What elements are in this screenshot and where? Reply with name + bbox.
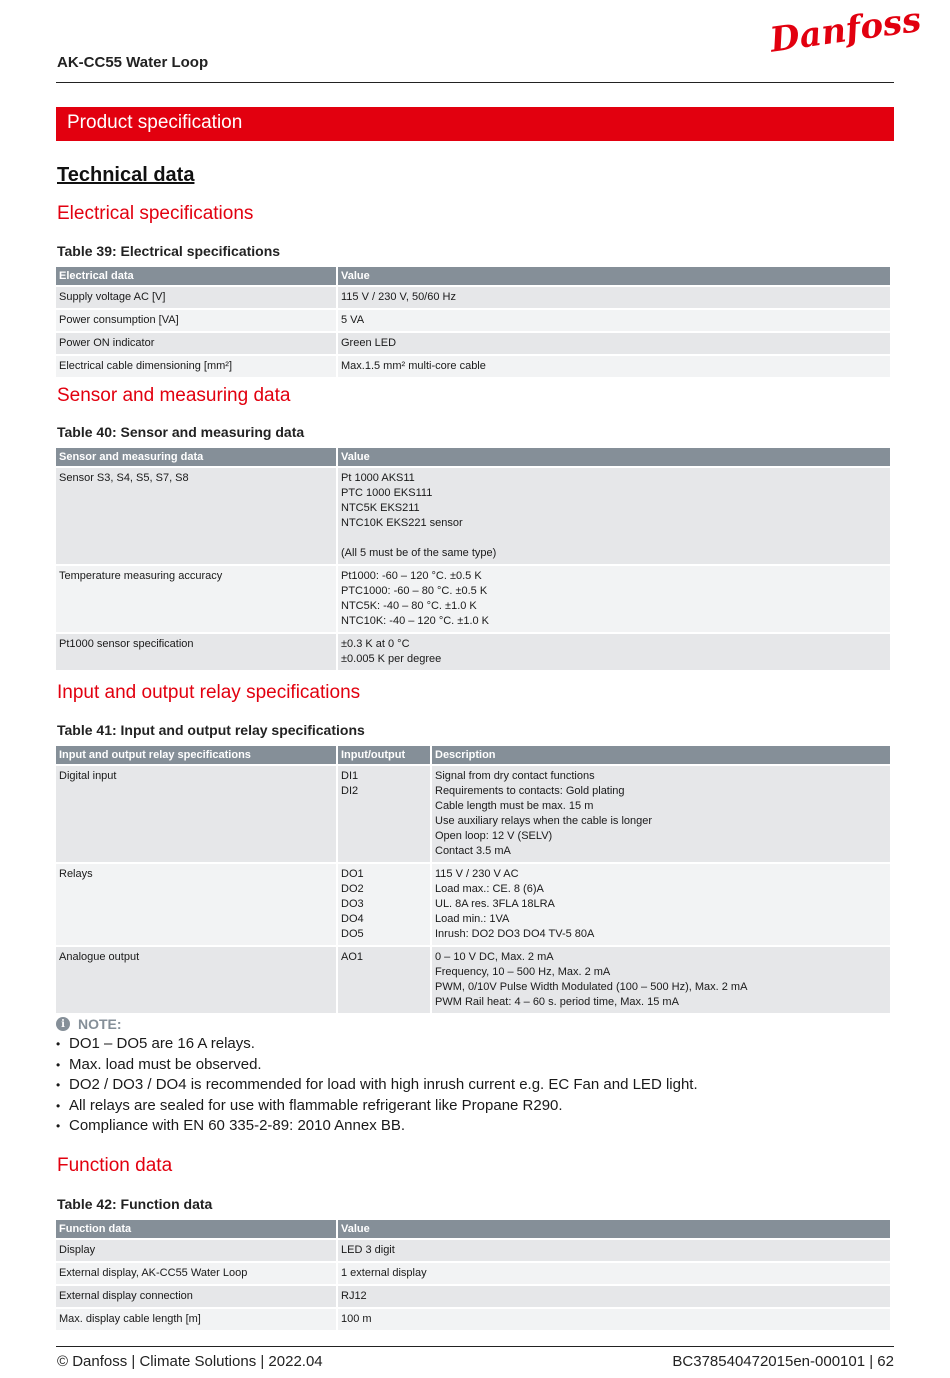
table-cell — [338, 1263, 890, 1284]
svg-text:Danfoss: Danfoss — [767, 0, 924, 61]
danfoss-logo — [766, 0, 924, 61]
table-cell — [338, 356, 890, 377]
table-row — [56, 1286, 890, 1307]
cell-line: 5 VA — [341, 314, 365, 326]
table-cell — [56, 287, 336, 308]
section-banner: Product specification — [56, 107, 894, 141]
column-header: Value — [338, 1220, 890, 1238]
table-cell — [432, 864, 890, 945]
cell-line: Sensor S3, S4, S5, S7, S8 — [59, 472, 189, 484]
table-caption: Table 40: Sensor and measuring data — [57, 424, 305, 440]
table-cell — [338, 310, 890, 331]
cell-line: Pt1000: -60 – 120 °C. ±0.5 K — [341, 570, 482, 582]
table-cell — [338, 947, 430, 1013]
cell-line: PTC 1000 EKS111 — [341, 487, 433, 499]
cell-line: Max. display cable length [m] — [59, 1313, 201, 1325]
cell-line: Pt 1000 AKS11 — [341, 472, 415, 484]
table-row — [56, 356, 890, 377]
spec-table — [54, 1218, 892, 1332]
table-cell — [56, 947, 336, 1013]
cell-line: AO1 — [341, 951, 364, 963]
cell-line: Power consumption [VA] — [59, 314, 179, 326]
cell-line: Digital input — [59, 770, 117, 782]
cell-line: DI1 — [341, 770, 359, 782]
table-cell — [338, 864, 430, 945]
table-cell — [56, 634, 336, 670]
table-cell — [338, 1240, 890, 1261]
table-cell — [338, 766, 430, 862]
cell-line: Supply voltage AC [V] — [59, 291, 166, 303]
column-header: Description — [432, 746, 890, 764]
table-row — [56, 310, 890, 331]
cell-line: Electrical cable dimensioning [mm²] — [59, 360, 233, 372]
cell-line: DI2 — [341, 785, 359, 797]
spec-table — [54, 265, 892, 379]
table-cell — [338, 566, 890, 632]
cell-line: NTC5K EKS211 — [341, 502, 420, 514]
cell-line: ±0.3 K at 0 °C — [341, 638, 410, 650]
table-caption: Table 39: Electrical specifications — [57, 243, 281, 259]
cell-line: Pt1000 sensor specification — [59, 638, 194, 650]
cell-line: DO5 — [341, 928, 364, 940]
cell-line: Signal from dry contact functions — [435, 770, 595, 782]
section-heading: Function data — [57, 1155, 173, 1176]
footer-rule — [56, 1346, 894, 1347]
header-rule — [56, 82, 894, 83]
table-row — [56, 1263, 890, 1284]
cell-line: PTC1000: -60 – 80 °C. ±0.5 K — [341, 585, 488, 597]
cell-line: Load max.: CE. 8 (6)A — [435, 883, 544, 895]
cell-line: 115 V / 230 V, 50/60 Hz — [341, 291, 456, 303]
cell-line: RJ12 — [341, 1290, 367, 1302]
table-header-row — [56, 1220, 890, 1238]
column-header: Input and output relay specifications — [56, 746, 336, 764]
cell-line: 0 – 10 V DC, Max. 2 mA — [435, 951, 554, 963]
cell-line: Open loop: 12 V (SELV) — [435, 830, 553, 842]
column-header: Sensor and measuring data — [56, 448, 336, 466]
table-cell — [338, 1309, 890, 1330]
section-heading: Sensor and measuring data — [57, 385, 291, 406]
table-cell — [338, 1286, 890, 1307]
cell-line — [341, 531, 887, 546]
cell-line: ±0.005 K per degree — [341, 653, 442, 665]
column-header: Input/output — [338, 746, 430, 764]
table-caption: Table 42: Function data — [57, 1196, 213, 1212]
table-cell — [56, 356, 336, 377]
table-row — [56, 333, 890, 354]
note-label: NOTE: — [78, 1016, 122, 1032]
cell-line: External display connection — [59, 1290, 193, 1302]
cell-line: PWM, 0/10V Pulse Width Modulated (100 – 500 Hz), Max. 2 mA — [435, 981, 748, 993]
table-header-row — [56, 746, 890, 764]
table-cell — [56, 1286, 336, 1307]
footer-left: © Danfoss | Climate Solutions | 2022.04 — [57, 1353, 323, 1370]
note-item: • Compliance with EN 60 335-2-89: 2010 Annex BB. — [56, 1116, 698, 1137]
cell-line: Cable length must be max. 15 m — [435, 800, 594, 812]
table-cell — [56, 468, 336, 564]
note-item: • DO1 – DO5 are 16 A relays. — [56, 1034, 698, 1055]
cell-line: UL. 8A res. 3FLA 18LRA — [435, 898, 555, 910]
table-cell — [338, 634, 890, 670]
cell-line: DO3 — [341, 898, 364, 910]
table-row — [56, 566, 890, 632]
table-row — [56, 1240, 890, 1261]
table-caption: Table 41: Input and output relay specifications — [57, 722, 365, 738]
table-cell — [338, 333, 890, 354]
note-item: • DO2 / DO3 / DO4 is recommended for load with high inrush current e.g. EC Fan and LED light. — [56, 1075, 698, 1096]
table-row — [56, 287, 890, 308]
cell-line: NTC10K: -40 – 120 °C. ±1.0 K — [341, 615, 490, 627]
spec-table — [54, 744, 892, 1015]
table-cell — [56, 310, 336, 331]
cell-line: 115 V / 230 V AC — [435, 868, 519, 880]
table-row — [56, 1309, 890, 1330]
section-heading: Input and output relay specifications — [57, 682, 361, 703]
document-title: AK-CC55 Water Loop — [57, 54, 209, 71]
table-header-row — [56, 448, 890, 466]
cell-line: DO2 — [341, 883, 364, 895]
cell-line: Relays — [59, 868, 93, 880]
table-cell — [56, 864, 336, 945]
cell-line: Requirements to contacts: Gold plating — [435, 785, 625, 797]
column-header: Function data — [56, 1220, 336, 1238]
cell-line: Green LED — [341, 337, 397, 349]
table-cell — [432, 947, 890, 1013]
section-heading: Electrical specifications — [57, 203, 254, 224]
cell-line: Max.1.5 mm² multi-core cable — [341, 360, 486, 372]
table-header-row — [56, 267, 890, 285]
page-heading: Technical data — [57, 164, 195, 186]
cell-line: Use auxiliary relays when the cable is longer — [435, 815, 653, 827]
cell-line: NTC10K EKS221 sensor — [341, 517, 463, 529]
cell-line: Contact 3.5 mA — [435, 845, 511, 857]
cell-line: Load min.: 1VA — [435, 913, 510, 925]
spec-table — [54, 446, 892, 672]
cell-line: Frequency, 10 – 500 Hz, Max. 2 mA — [435, 966, 611, 978]
table-row — [56, 468, 890, 564]
cell-line: Display — [59, 1244, 96, 1256]
table-cell — [338, 287, 890, 308]
cell-line: PWM Rail heat: 4 – 60 s. period time, Max. 15 mA — [435, 996, 679, 1008]
cell-line: 1 external display — [341, 1267, 427, 1279]
note-item: • All relays are sealed for use with flammable refrigerant like Propane R290. — [56, 1096, 698, 1117]
cell-line: NTC5K: -40 – 80 °C. ±1.0 K — [341, 600, 477, 612]
cell-line: DO1 — [341, 868, 364, 880]
column-header: Value — [338, 448, 890, 466]
footer-right: BC378540472015en-000101 | 62 — [672, 1353, 894, 1370]
table-row — [56, 864, 890, 945]
note-block — [56, 1016, 698, 1137]
cell-line: External display, AK-CC55 Water Loop — [59, 1267, 248, 1279]
table-row — [56, 947, 890, 1013]
table-cell — [56, 566, 336, 632]
table-cell — [56, 333, 336, 354]
table-row — [56, 634, 890, 670]
column-header: Electrical data — [56, 267, 336, 285]
note-item: • Max. load must be observed. — [56, 1055, 698, 1076]
cell-line: LED 3 digit — [341, 1244, 395, 1256]
table-cell — [56, 1240, 336, 1261]
table-cell — [338, 468, 890, 564]
cell-line: 100 m — [341, 1313, 372, 1325]
table-cell — [432, 766, 890, 862]
table-cell — [56, 766, 336, 862]
cell-line: Inrush: DO2 DO3 DO4 TV-5 80A — [435, 928, 595, 940]
table-row — [56, 766, 890, 862]
table-cell — [56, 1309, 336, 1330]
info-icon: i — [56, 1017, 70, 1031]
column-header: Value — [338, 267, 890, 285]
cell-line: Power ON indicator — [59, 337, 155, 349]
cell-line: Analogue output — [59, 951, 140, 963]
cell-line: DO4 — [341, 913, 364, 925]
cell-line: Temperature measuring accuracy — [59, 570, 223, 582]
table-cell — [56, 1263, 336, 1284]
cell-line: (All 5 must be of the same type) — [341, 547, 497, 559]
